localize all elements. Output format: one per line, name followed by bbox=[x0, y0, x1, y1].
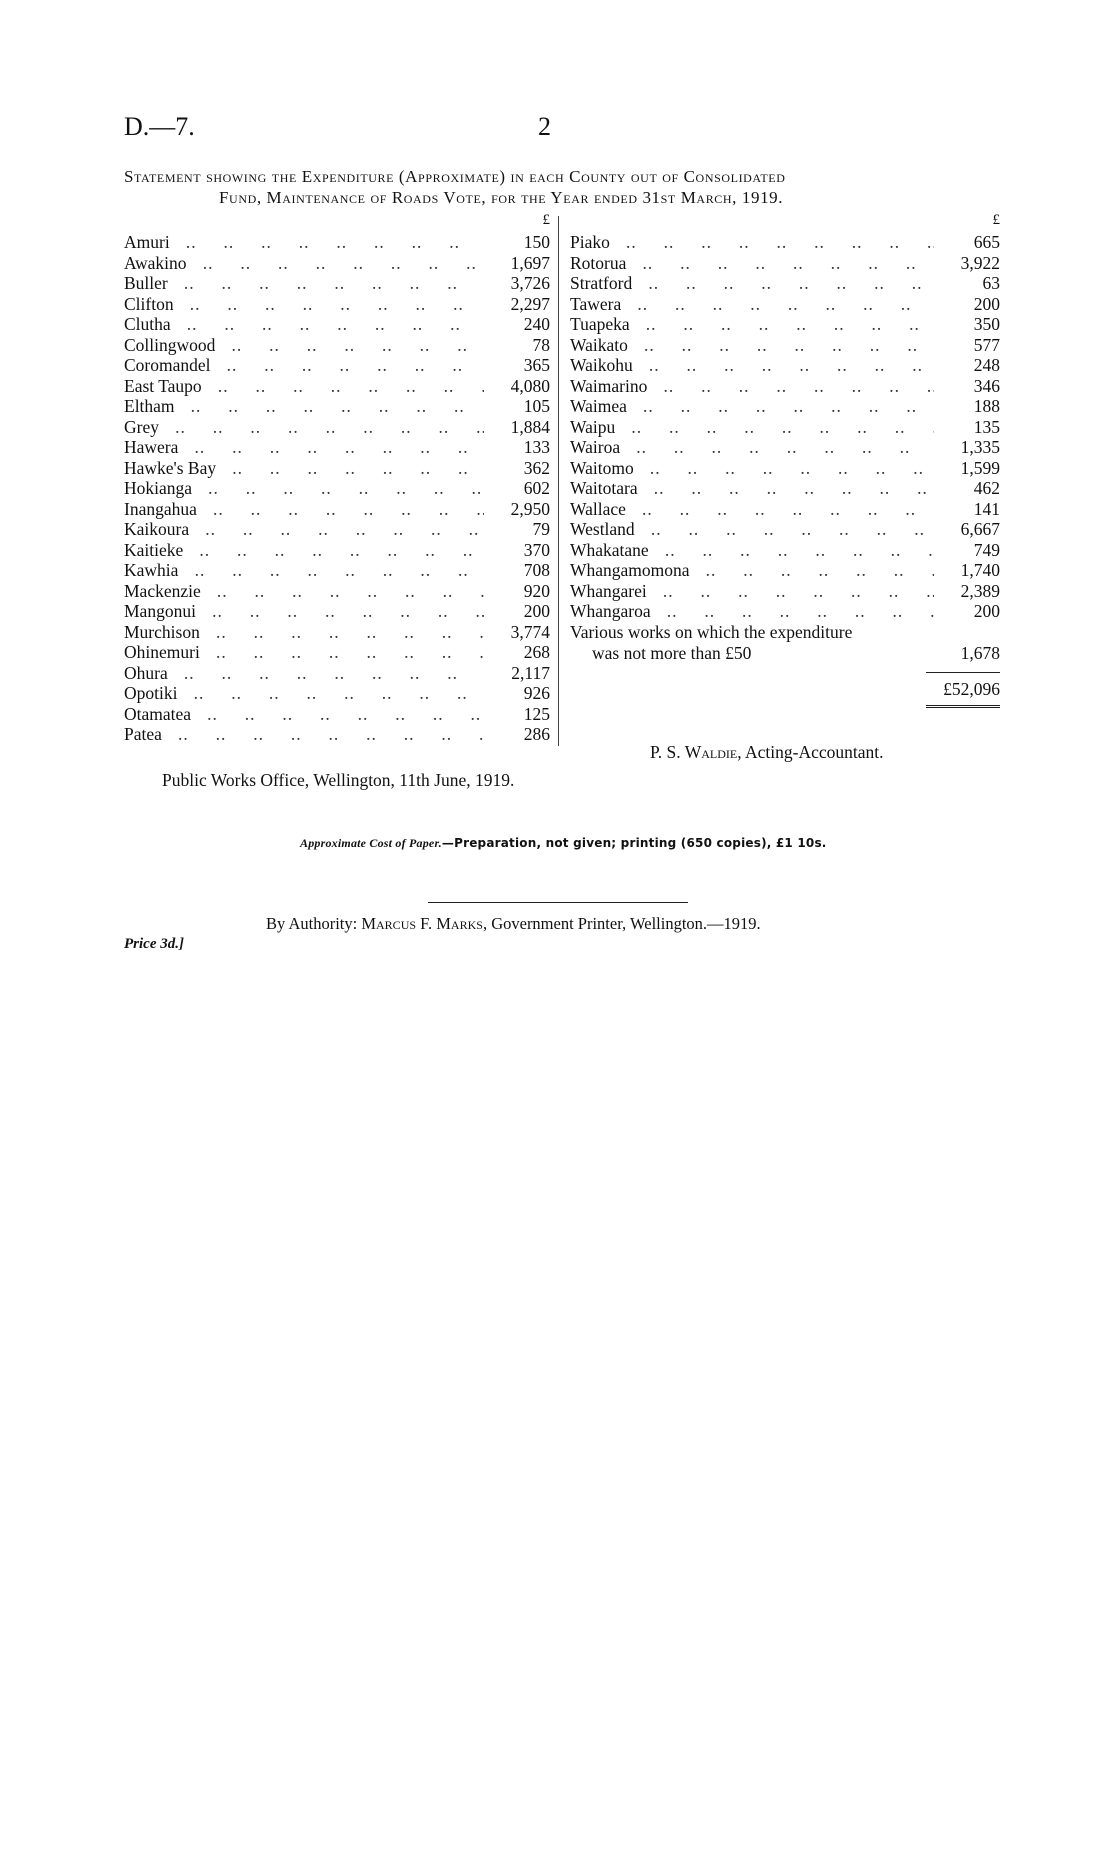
county-amount: 920 bbox=[484, 581, 550, 602]
county-name: Mackenzie .. bbox=[124, 581, 484, 602]
authority-prefix: By Authority: bbox=[266, 914, 362, 933]
county-amount: 63 bbox=[934, 273, 1000, 294]
page-number: 2 bbox=[538, 112, 551, 141]
county-row bbox=[570, 294, 1000, 315]
county-name: Clutha .. bbox=[124, 314, 484, 335]
county-row bbox=[124, 560, 550, 581]
county-name: Opotiki .. bbox=[124, 683, 484, 704]
office-date-line: Public Works Office, Wellington, 11th June, 1919. bbox=[162, 770, 515, 790]
county-name: Grey .. bbox=[124, 417, 484, 438]
county-name: Ohinemuri .. bbox=[124, 642, 484, 663]
signature bbox=[650, 742, 884, 763]
price-note: Price 3d.] bbox=[124, 936, 184, 952]
county-row bbox=[124, 663, 550, 684]
county-amount: 200 bbox=[484, 601, 550, 622]
county-name: Whangaroa .. bbox=[570, 601, 934, 622]
county-name: Clifton .. bbox=[124, 294, 484, 315]
county-row bbox=[570, 581, 1000, 602]
county-name: Hokianga .. bbox=[124, 478, 484, 499]
county-name: Kaitieke .. bbox=[124, 540, 484, 561]
county-amount: 346 bbox=[934, 376, 1000, 397]
county-name: Otamatea .. bbox=[124, 704, 484, 725]
county-amount: 1,740 bbox=[934, 560, 1000, 581]
county-amount: 1,335 bbox=[934, 437, 1000, 458]
county-amount: 2,950 bbox=[484, 499, 550, 520]
county-amount: 141 bbox=[934, 499, 1000, 520]
county-name: Waitomo .. bbox=[570, 458, 934, 479]
left-expenditure-column bbox=[124, 212, 550, 745]
county-name: Tuapeka .. bbox=[570, 314, 934, 335]
county-amount: 200 bbox=[934, 601, 1000, 622]
county-amount: 577 bbox=[934, 335, 1000, 356]
county-row bbox=[124, 581, 550, 602]
column-divider bbox=[558, 216, 559, 746]
county-name: Coromandel .. bbox=[124, 355, 484, 376]
various-amount: 1,678 bbox=[960, 642, 1000, 663]
county-row bbox=[570, 519, 1000, 540]
county-amount: 350 bbox=[934, 314, 1000, 335]
county-row bbox=[124, 294, 550, 315]
county-amount: 1,697 bbox=[484, 253, 550, 274]
currency-header-left: £ bbox=[542, 212, 550, 228]
county-amount: 150 bbox=[484, 232, 550, 253]
county-amount: 602 bbox=[484, 478, 550, 499]
county-name: Amuri .. bbox=[124, 232, 484, 253]
county-row bbox=[570, 437, 1000, 458]
county-name: Waikato .. bbox=[570, 335, 934, 356]
county-name: Awakino .. bbox=[124, 253, 484, 274]
county-name: Waimarino .. bbox=[570, 376, 934, 397]
county-amount: 286 bbox=[484, 724, 550, 745]
county-name: Waitotara .. bbox=[570, 478, 934, 499]
county-row bbox=[124, 724, 550, 745]
county-name: Patea .. bbox=[124, 724, 484, 745]
county-amount: 1,884 bbox=[484, 417, 550, 438]
county-name: East Taupo .. bbox=[124, 376, 484, 397]
county-name: Tawera .. bbox=[570, 294, 934, 315]
county-amount: 4,080 bbox=[484, 376, 550, 397]
county-amount: 6,667 bbox=[934, 519, 1000, 540]
county-row bbox=[570, 314, 1000, 335]
county-amount: 362 bbox=[484, 458, 550, 479]
county-name: Buller .. bbox=[124, 273, 484, 294]
grand-total: £52,096 bbox=[943, 678, 1000, 699]
county-amount: 240 bbox=[484, 314, 550, 335]
various-line-2-text: was not more than £50 bbox=[592, 642, 752, 663]
county-row bbox=[570, 560, 1000, 581]
county-amount: 926 bbox=[484, 683, 550, 704]
county-row bbox=[124, 458, 550, 479]
county-row bbox=[124, 417, 550, 438]
cost-text: —Preparation, not given; printing (650 copies), £1 10s. bbox=[441, 836, 827, 850]
county-row bbox=[124, 335, 550, 356]
county-amount: 462 bbox=[934, 478, 1000, 499]
county-amount: 3,726 bbox=[484, 273, 550, 294]
county-row bbox=[124, 253, 550, 274]
county-row bbox=[124, 273, 550, 294]
county-row bbox=[124, 622, 550, 643]
county-name: Waipu .. bbox=[570, 417, 934, 438]
county-amount: 1,599 bbox=[934, 458, 1000, 479]
county-name: Rotorua .. bbox=[570, 253, 934, 274]
county-row bbox=[570, 458, 1000, 479]
county-name: Whangarei .. bbox=[570, 581, 934, 602]
various-line-2 bbox=[570, 643, 1000, 664]
county-amount: 248 bbox=[934, 355, 1000, 376]
county-row bbox=[124, 683, 550, 704]
cost-label: Approximate Cost of Paper. bbox=[300, 836, 442, 850]
cost-of-paper-note bbox=[300, 836, 827, 851]
county-amount: 370 bbox=[484, 540, 550, 561]
county-name: Mangonui .. bbox=[124, 601, 484, 622]
county-row bbox=[124, 540, 550, 561]
county-name: Wallace .. bbox=[570, 499, 934, 520]
county-row bbox=[570, 499, 1000, 520]
signatory-role: , Acting-Accountant. bbox=[737, 742, 884, 762]
county-name: Westland .. bbox=[570, 519, 934, 540]
county-amount: 133 bbox=[484, 437, 550, 458]
county-row bbox=[570, 355, 1000, 376]
county-amount: 200 bbox=[934, 294, 1000, 315]
county-name: Collingwood .. bbox=[124, 335, 484, 356]
county-row bbox=[124, 601, 550, 622]
county-name: Whangamomona .. bbox=[570, 560, 934, 581]
document-id: D.—7. bbox=[124, 112, 195, 141]
currency-header-right: £ bbox=[992, 212, 1000, 228]
county-row bbox=[570, 540, 1000, 561]
various-works-row bbox=[570, 622, 1000, 664]
county-name: Hawera .. bbox=[124, 437, 484, 458]
county-row bbox=[570, 396, 1000, 417]
various-line-1: Various works on which the expenditure bbox=[570, 621, 853, 642]
title-line-1: Statement showing the Expenditure (Approximate) in each County out of Consolidated bbox=[124, 167, 786, 186]
county-row bbox=[124, 499, 550, 520]
county-name: Whakatane .. bbox=[570, 540, 934, 561]
county-amount: 2,389 bbox=[934, 581, 1000, 602]
total-rule-top bbox=[926, 672, 1000, 673]
county-row bbox=[124, 232, 550, 253]
county-amount: 268 bbox=[484, 642, 550, 663]
printer-authority bbox=[266, 914, 761, 934]
county-name: Wairoa .. bbox=[570, 437, 934, 458]
county-amount: 2,297 bbox=[484, 294, 550, 315]
county-row bbox=[124, 642, 550, 663]
county-amount: 105 bbox=[484, 396, 550, 417]
county-name: Kawhia .. bbox=[124, 560, 484, 581]
county-amount: 749 bbox=[934, 540, 1000, 561]
county-amount: 3,922 bbox=[934, 253, 1000, 274]
county-amount: 79 bbox=[484, 519, 550, 540]
county-row bbox=[124, 437, 550, 458]
total-double-rule bbox=[926, 705, 1000, 710]
county-amount: 365 bbox=[484, 355, 550, 376]
right-expenditure-column bbox=[570, 212, 1000, 710]
county-name: Hawke's Bay .. bbox=[124, 458, 484, 479]
county-row bbox=[124, 478, 550, 499]
county-name: Eltham .. bbox=[124, 396, 484, 417]
authority-suffix: , Government Printer, Wellington.—1919. bbox=[482, 914, 761, 933]
county-row bbox=[570, 417, 1000, 438]
statement-title bbox=[124, 166, 1004, 208]
county-row bbox=[570, 335, 1000, 356]
county-row bbox=[570, 478, 1000, 499]
county-amount: 665 bbox=[934, 232, 1000, 253]
county-row bbox=[124, 376, 550, 397]
title-line-2: Fund, Maintenance of Roads Vote, for the Year ended 31st March, 1919. bbox=[219, 188, 784, 207]
county-name: Waimea .. bbox=[570, 396, 934, 417]
county-row bbox=[124, 314, 550, 335]
county-row bbox=[570, 376, 1000, 397]
county-row bbox=[570, 273, 1000, 294]
county-amount: 3,774 bbox=[484, 622, 550, 643]
county-amount: 135 bbox=[934, 417, 1000, 438]
county-name: Waikohu .. bbox=[570, 355, 934, 376]
county-row bbox=[124, 396, 550, 417]
county-name: Piako .. bbox=[570, 232, 934, 253]
county-name: Murchison .. bbox=[124, 622, 484, 643]
county-name: Stratford .. bbox=[570, 273, 934, 294]
county-row bbox=[124, 704, 550, 725]
county-row bbox=[570, 232, 1000, 253]
county-row bbox=[570, 601, 1000, 622]
county-row bbox=[124, 355, 550, 376]
county-row bbox=[570, 253, 1000, 274]
county-amount: 2,117 bbox=[484, 663, 550, 684]
printer-name: Marcus F. Marks bbox=[361, 914, 483, 933]
county-amount: 708 bbox=[484, 560, 550, 581]
county-amount: 188 bbox=[934, 396, 1000, 417]
county-amount: 125 bbox=[484, 704, 550, 725]
signatory-name: P. S. Waldie bbox=[650, 742, 738, 762]
footer-rule bbox=[428, 902, 688, 903]
county-amount: 78 bbox=[484, 335, 550, 356]
county-name: Ohura .. bbox=[124, 663, 484, 684]
county-row bbox=[124, 519, 550, 540]
county-name: Kaikoura .. bbox=[124, 519, 484, 540]
county-name: Inangahua .. bbox=[124, 499, 484, 520]
